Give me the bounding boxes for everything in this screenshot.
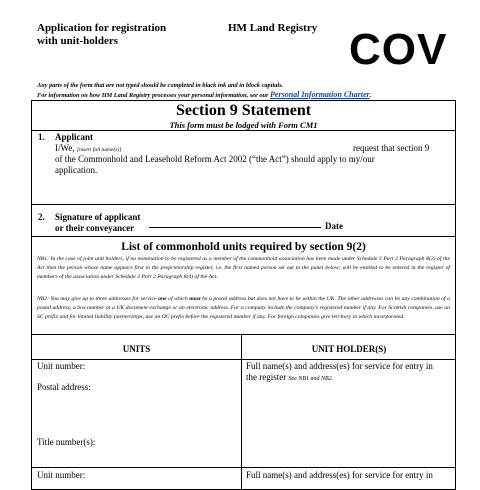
instructions-line1: Any parts of the form that are not typed should be completed in black ink and in block capitals.	[37, 82, 284, 89]
row2-holder-instruction: Full name(s) and address(es) for service for entry in	[246, 470, 433, 480]
date-label: Date	[325, 221, 343, 231]
applicant-name-field[interactable]: [insert full name(s)]	[76, 147, 122, 153]
applicant-line2: of the Commonhold and Leasehold Reform Act 2002 (“the Act”) should apply to my/our	[55, 154, 375, 164]
postal-address-label: Postal address:	[37, 382, 91, 392]
section-title: Section 9 Statement	[175, 102, 312, 119]
panel2-number: 2.	[38, 212, 45, 222]
applicant-line1-end: request that section 9	[353, 143, 430, 153]
holder-instruction-text: the register	[246, 372, 287, 382]
nb2-end: be a postal address but does not have to be within the UK. The other addresses can be any combination of a postal address, a box number at a UK document exchange or an electronic address. For a company include the company’s registered number if any. For Scottish companies, use an SC prefix and for limited liability partnerships, use an OC prefix before the registered number if any. For foreign companies give territory in which incorporated.	[37, 296, 450, 320]
panel1-label: Applicant	[55, 132, 94, 142]
divider	[32, 467, 455, 468]
signature-field[interactable]	[149, 227, 321, 228]
nb2-must: must	[189, 296, 201, 302]
holder-instruction-line1: Full name(s) and address(es) for service for entry in	[246, 361, 433, 371]
panel2-label-line1: Signature of applicant	[55, 212, 141, 222]
panel2-label-line2: or their conveyancer	[55, 223, 135, 233]
list-title: List of commonhold units required by section 9(2)	[121, 241, 366, 253]
units-column-header: UNITS	[122, 344, 151, 354]
form-frame	[31, 100, 456, 490]
form-title-line2: with unit-holders	[37, 35, 118, 47]
form-title-line1: Application for registration	[37, 22, 167, 34]
unit-holders-column-header: UNIT HOLDER(S)	[311, 344, 387, 354]
title-numbers-label: Title number(s):	[37, 437, 96, 447]
personal-information-charter-link[interactable]: Personal Information Charter	[270, 90, 370, 99]
instructions-line2-prefix: For information on how HM Land Registry processes your personal information, see our	[37, 92, 271, 99]
divider	[32, 359, 455, 360]
applicant-line3: application.	[55, 165, 98, 175]
panel1-number: 1.	[38, 132, 45, 142]
column-divider	[241, 334, 242, 489]
holder-hint: See NB1 and NB2.	[288, 376, 334, 382]
applicant-prefix: I/We,	[55, 143, 75, 153]
registry-name: HM Land Registry	[228, 22, 318, 34]
instructions-line2	[37, 90, 371, 100]
unit-number-label: Unit number:	[37, 361, 86, 371]
nb2-one: one	[158, 296, 167, 302]
nb2-mid: of which	[166, 296, 190, 302]
divider	[32, 130, 455, 131]
divider	[32, 236, 455, 237]
nb2-start: NB2: You may give up to three addresses for service	[37, 296, 159, 302]
form-title	[37, 22, 166, 48]
nb1-note: NB1: In the case of joint unit holders, if no nomination to be registered as a member of the commonhold association has been made under Schedule 3 Part 2 Paragraph 8(2) of the Act then the person whose name appears first in the proprietorship register, i.e. the first named person set out in the panel below; will be entitled to be entered in the register of members of the association under Schedule 3 Part 2 Paragraph 8(4) of the Act.	[37, 256, 450, 280]
nb2-note	[37, 295, 450, 321]
section-subtitle: This form must be lodged with Form CM1	[169, 120, 318, 130]
form-code: COV	[349, 25, 448, 74]
divider	[32, 334, 455, 335]
divider	[32, 204, 455, 205]
row2-unit-number-label: Unit number:	[37, 470, 86, 480]
holder-instruction-line2	[246, 372, 333, 385]
instructions	[37, 81, 371, 100]
instructions-line2-suffix: .	[369, 92, 372, 99]
